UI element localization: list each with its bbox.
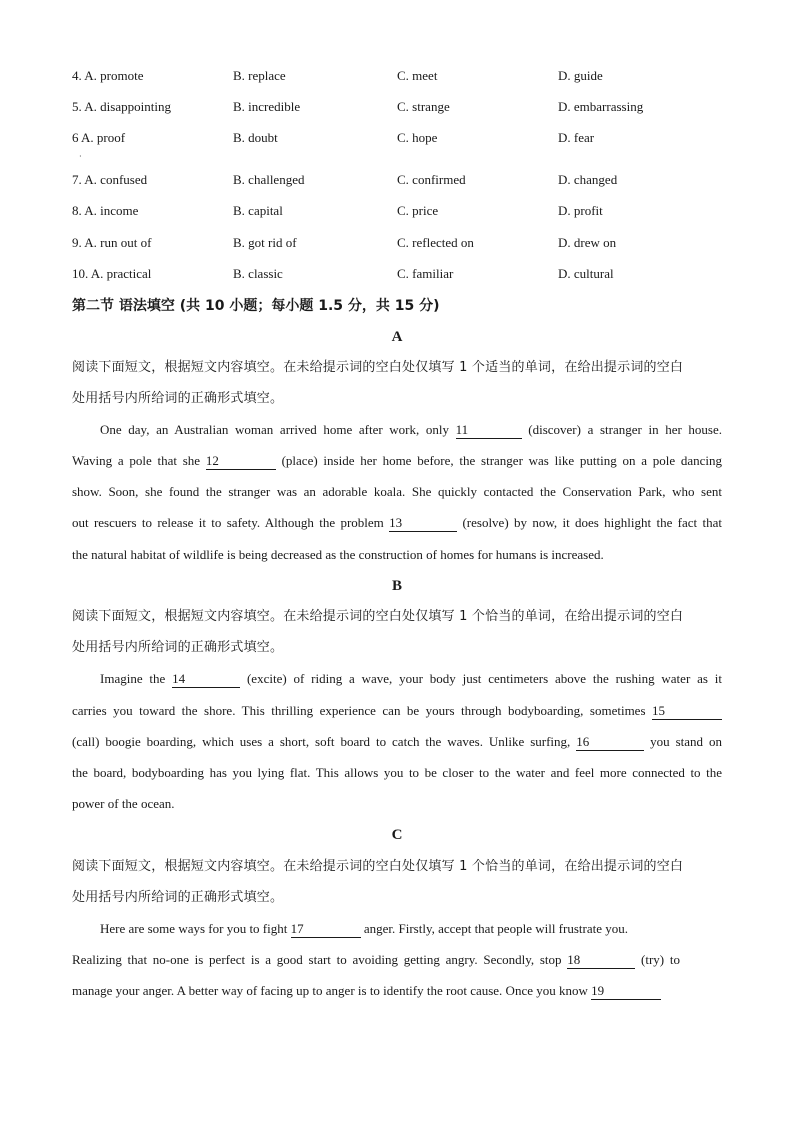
part-letter-c: C bbox=[391, 827, 403, 843]
option-d: D. fear bbox=[558, 130, 595, 145]
answer-blank-16[interactable]: 16 bbox=[576, 734, 644, 751]
passage-line: the natural habitat of wildlife is being decreased as the construction of homes for humans is increased. bbox=[72, 547, 604, 562]
part-letter-b: B bbox=[391, 578, 402, 594]
option-a: 7. A. confused bbox=[72, 172, 148, 187]
answer-blank-15[interactable]: 15 bbox=[652, 703, 722, 720]
option-b: B. incredible bbox=[233, 99, 301, 114]
answer-blank-14[interactable]: 14 bbox=[172, 671, 240, 688]
option-c: C. reflected on bbox=[397, 235, 474, 250]
option-b: B. classic bbox=[233, 266, 283, 281]
option-c: C. familiar bbox=[397, 266, 454, 281]
passage-line: power of the ocean. bbox=[72, 796, 175, 811]
option-b: B. got rid of bbox=[233, 235, 297, 250]
instruction-a bbox=[72, 352, 724, 414]
option-a: 6 A. proof bbox=[72, 130, 126, 145]
option-row-4 bbox=[72, 66, 732, 86]
option-b: B. capital bbox=[233, 203, 283, 218]
option-row-6 bbox=[72, 128, 732, 148]
option-d: D. drew on bbox=[558, 235, 617, 250]
option-c: C. price bbox=[397, 203, 439, 218]
instruction-c bbox=[72, 851, 724, 913]
answer-blank-17[interactable]: 17 bbox=[291, 921, 361, 938]
answer-blank-13[interactable]: 13 bbox=[389, 515, 457, 532]
option-a: 5. A. disappointing bbox=[72, 99, 171, 114]
instruction-line: 阅读下面短文，根据短文内容填空。在未给提示词的空白处仅填写 1 个恰当的单词，在给出提示词的空白 bbox=[72, 609, 684, 624]
option-row-5 bbox=[72, 97, 732, 117]
instruction-line: 处用括号内所给词的正确形式填空。 bbox=[72, 391, 284, 406]
option-a: 9. A. run out of bbox=[72, 235, 152, 250]
option-row-7 bbox=[72, 170, 732, 190]
instruction-line: 阅读下面短文，根据短文内容填空。在未给提示词的空白处仅填写 1 个适当的单词，在给出提示词的空白 bbox=[72, 360, 684, 375]
option-c: C. hope bbox=[397, 130, 438, 145]
option-d: D. cultural bbox=[558, 266, 614, 281]
instruction-line: 处用括号内所给词的正确形式填空。 bbox=[72, 890, 284, 905]
option-d: D. changed bbox=[558, 172, 618, 187]
answer-blank-11[interactable]: 11 bbox=[456, 422, 522, 439]
instruction-line: 处用括号内所给词的正确形式填空。 bbox=[72, 640, 284, 655]
passage-line: carries you toward the shore. This thrilling experience can be yours through bodyboarding, sometimes 15 bbox=[72, 701, 722, 721]
answer-blank-19[interactable]: 19 bbox=[591, 983, 661, 1000]
option-c: C. strange bbox=[397, 99, 450, 114]
instruction-b bbox=[72, 601, 724, 663]
option-d: D. embarrassing bbox=[558, 99, 644, 114]
answer-blank-18[interactable]: 18 bbox=[567, 952, 635, 969]
part-letter-a: A bbox=[391, 329, 403, 345]
passage-line: the board, bodyboarding has you lying flat. This allows you to be closer to the water and feel more connected to the bbox=[72, 765, 722, 780]
answer-blank-12[interactable]: 12 bbox=[206, 453, 276, 470]
passage-line: One day, an Australian woman arrived home after work, only 11 (discover) a stranger in her house. bbox=[100, 422, 722, 437]
option-c: C. confirmed bbox=[397, 172, 466, 187]
option-a: 4. A. promote bbox=[72, 68, 144, 83]
option-a: 8. A. income bbox=[72, 203, 139, 218]
passage-line: manage your anger. A better way of facing up to anger is to identify the root cause. Once you know 19 bbox=[72, 981, 722, 1001]
passage-line: show. Soon, she found the stranger was an adorable koala. She quickly contacted the Conservation Park, who sent bbox=[72, 484, 722, 499]
section-heading: 第二节 语法填空 (共 10 小题；每小题 1.5 分，共 15 分) bbox=[72, 298, 440, 314]
option-row-9 bbox=[72, 233, 732, 253]
option-b: B. replace bbox=[233, 68, 286, 83]
option-d: D. profit bbox=[558, 203, 603, 218]
option-a: 10. A. practical bbox=[72, 266, 152, 281]
stray-dot: · bbox=[79, 152, 82, 161]
passage-line: Realizing that no-one is perfect is a good start to avoiding getting angry. Secondly, stop 18 (try) to bbox=[72, 952, 680, 967]
option-row-10 bbox=[72, 264, 732, 284]
passage-line: (call) boogie boarding, which uses a short, soft board to catch the waves. Unlike surfing, 16 you stand on bbox=[72, 734, 722, 749]
instruction-line: 阅读下面短文，根据短文内容填空。在未给提示词的空白处仅填写 1 个恰当的单词，在给出提示词的空白 bbox=[72, 859, 684, 874]
passage-line: Waving a pole that she 12 (place) inside her home before, the stranger was like putting on a pole dancing bbox=[72, 453, 722, 468]
option-c: C. meet bbox=[397, 68, 438, 83]
option-b: B. doubt bbox=[233, 130, 278, 145]
option-b: B. challenged bbox=[233, 172, 305, 187]
option-row-8 bbox=[72, 201, 732, 221]
passage-line: Imagine the 14 (excite) of riding a wave, your body just centimeters above the rushing water as it bbox=[100, 671, 722, 686]
passage-line: Here are some ways for you to fight 17 anger. Firstly, accept that people will frustrate you. bbox=[100, 921, 628, 936]
passage-line: out rescuers to release it to safety. Although the problem 13 (resolve) by now, it does highlight the fact that bbox=[72, 515, 722, 530]
option-d: D. guide bbox=[558, 68, 603, 83]
